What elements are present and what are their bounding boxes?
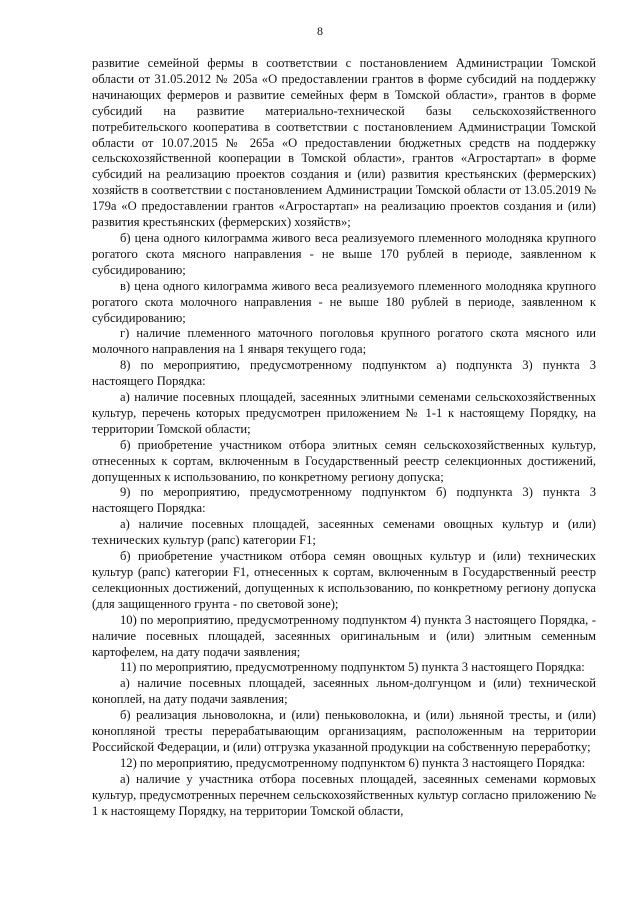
paragraph: развитие семейной фермы в соответствии с постановлением Администрации Томской области от 31.05.2012 № 205а «О предоставлении грантов в форме субсидий на поддержку начинающих фермеров и развитие семейных ферм в Томской области», грантов в форме субсидий на развитие материально-технической базы сельскохозяйственного потребительского кооператива в соответствии с постановлением Администрации Томской области от 10.07.2015 № 265а «О предоставлении бюджетных средств на поддержку сельскохозяйственной кооперации в Томской области», грантов «Агростартап» в форме субсидий на реализацию проектов создания и (или) развития крестьянских (фермерских) хозяйств в соответствии с постановлением Администрации Томской области от 13.05.2019 № 179а «О предоставлении грантов «Агростартап» на реализацию проектов создания и (или) развития крестьянских (фермерских) хозяйств»;	[92, 56, 596, 230]
paragraph: 9) по мероприятию, предусмотренному подпунктом б) подпункта 3) пункта 3 настоящего Порядка:	[92, 485, 596, 516]
paragraph: 12) по мероприятию, предусмотренному подпунктом 6) пункта 3 настоящего Порядка:	[120, 755, 586, 770]
paragraph: 10) по мероприятию, предусмотренному подпунктом 4) пункта 3 настоящего Порядка, - наличие посевных площадей, засеянных оригинальным и (или) элитным семенным картофелем, на дату подачи заявления;	[92, 612, 596, 659]
paragraph: а) наличие у участника отбора посевных площадей, засеянных семенами кормовых культур, предусмотренных перечнем сельскохозяйственных культур согласно приложению № 1 к настоящему Порядку, на территории Томской области,	[92, 771, 596, 818]
paragraph: б) приобретение участником отбора семян овощных культур и (или) технических культур (рапс) категории F1, отнесенных к сортам, включенным в Государственный реестр селекционных достижений, допущенных к использованию, по конкретному региону допуска (для защищенного грунта - по световой зоне);	[92, 549, 596, 611]
page-number: 8	[317, 24, 323, 38]
paragraph: б) приобретение участником отбора элитных семян сельскохозяйственных культур, отнесенных к сортам, включенным в Государственный реестр селекционных достижений, допущенных к использованию, по конкретному региону допуска;	[92, 437, 596, 484]
paragraph: б) цена одного килограмма живого веса реализуемого племенного молодняка крупного рогатого скота мясного направления - не выше 170 рублей в периоде, заявленном к субсидированию;	[92, 230, 596, 277]
paragraph: а) наличие посевных площадей, засеянных семенами овощных культур и (или) технических культур (рапс) категории F1;	[92, 517, 596, 548]
document-body	[92, 56, 596, 820]
paragraph: г) наличие племенного маточного поголовья крупного рогатого скота мясного или молочного направления на 1 января текущего года;	[92, 326, 596, 357]
paragraph: б) реализация льноволокна, и (или) пеньковолокна, и (или) льняной тресты, и (или) конопляной тресты перерабатывающим организациям, расположенным на территории Российской Федерации, и (или) отгрузка указанной продукции на собственную переработку;	[92, 708, 596, 754]
paragraph: а) наличие посевных площадей, засеянных элитными семенами сельскохозяйственных культур, перечень которых предусмотрен приложением № 1-1 к настоящему Порядку, на территории Томской области;	[92, 390, 596, 436]
paragraph: а) наличие посевных площадей, засеянных льном-долгунцом и (или) технической коноплей, на дату подачи заявления;	[92, 676, 596, 707]
paragraph: в) цена одного килограмма живого веса реализуемого племенного молодняка крупного рогатого скота молочного направления - не выше 180 рублей в периоде, заявленном к субсидированию;	[92, 278, 596, 325]
paragraph: 8) по мероприятию, предусмотренному подпунктом а) подпункта 3) пункта 3 настоящего Порядка:	[92, 358, 596, 389]
paragraph: 11) по мероприятию, предусмотренному подпунктом 5) пункта 3 настоящего Порядка:	[120, 660, 585, 675]
